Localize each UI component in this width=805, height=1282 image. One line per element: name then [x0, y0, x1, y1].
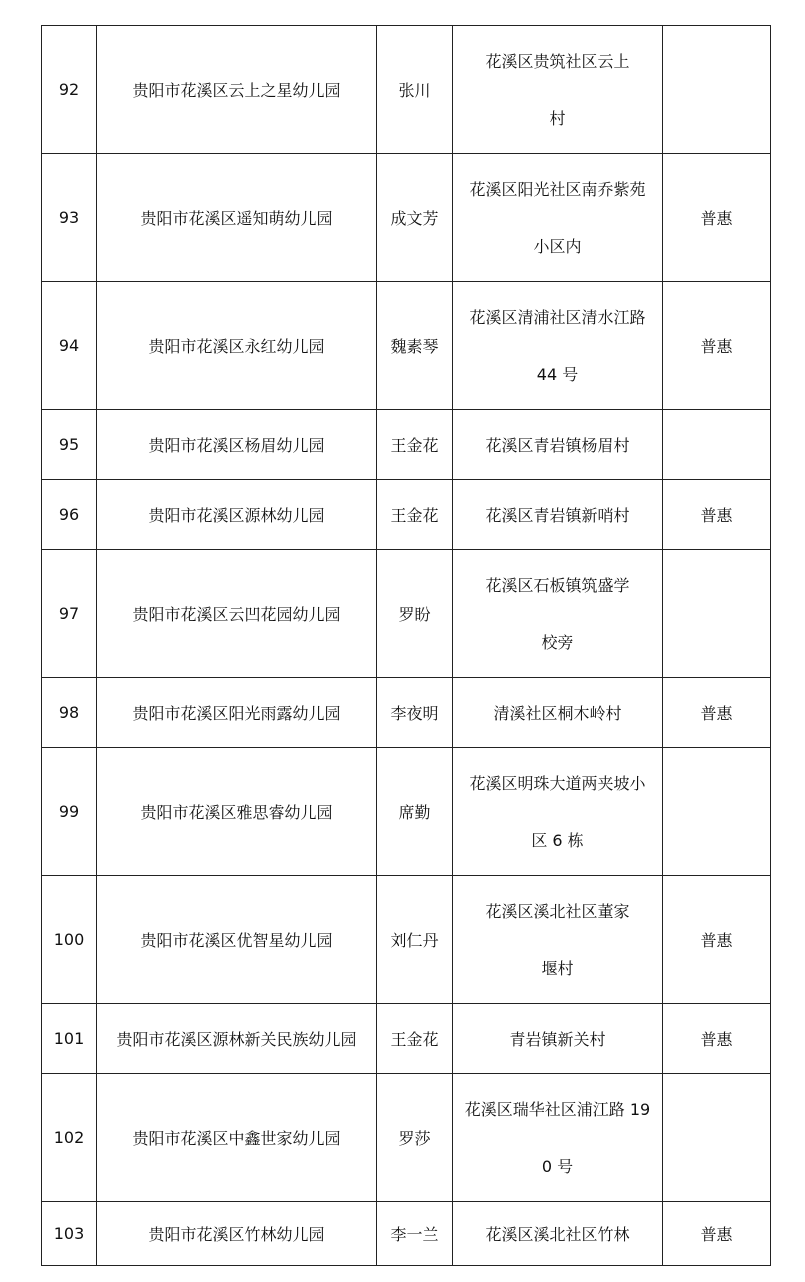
- kindergarten-name: 贵阳市花溪区竹林幼儿园: [97, 1202, 377, 1266]
- kindergarten-name: 贵阳市花溪区阳光雨露幼儿园: [97, 678, 377, 748]
- row-number: 95: [42, 410, 97, 480]
- table-row: [42, 154, 771, 282]
- table-row: [42, 480, 771, 550]
- kindergarten-name: 贵阳市花溪区雅思睿幼儿园: [97, 748, 377, 876]
- address-line-1: 花溪区贵筑社区云上: [485, 51, 630, 71]
- row-number: 99: [42, 748, 97, 876]
- kindergarten-type: [663, 26, 771, 154]
- kindergarten-name: 贵阳市花溪区遥知萌幼儿园: [97, 154, 377, 282]
- address-line-2: 区 6 栋: [531, 830, 584, 850]
- row-number: 103: [42, 1202, 97, 1266]
- address-line-2: 小区内: [533, 236, 582, 256]
- contact-person: 王金花: [377, 1004, 453, 1074]
- address-line-1: 花溪区明珠大道两夹坡小: [469, 773, 646, 793]
- contact-person: 张川: [377, 26, 453, 154]
- table-row: [42, 1202, 771, 1266]
- kindergarten-type: [663, 550, 771, 678]
- address: 青岩镇新关村: [453, 1004, 663, 1074]
- address: 花溪区青岩镇新哨村: [453, 480, 663, 550]
- address-line-1: 花溪区石板镇筑盛学: [485, 575, 630, 595]
- table-row: [42, 282, 771, 410]
- table-row: [42, 678, 771, 748]
- kindergarten-type: [663, 410, 771, 480]
- kindergarten-type: 普惠: [663, 480, 771, 550]
- kindergarten-name: 贵阳市花溪区杨眉幼儿园: [97, 410, 377, 480]
- address: 花溪区青岩镇杨眉村: [453, 410, 663, 480]
- address: [453, 26, 663, 154]
- address: 花溪区溪北社区竹林: [453, 1202, 663, 1266]
- address: [453, 550, 663, 678]
- contact-person: 成文芳: [377, 154, 453, 282]
- contact-person: 席勤: [377, 748, 453, 876]
- kindergarten-type: 普惠: [663, 1004, 771, 1074]
- contact-person: 李一兰: [377, 1202, 453, 1266]
- address-line-1: 花溪区瑞华社区浦江路 19: [464, 1099, 651, 1119]
- table-row: [42, 410, 771, 480]
- row-number: 102: [42, 1074, 97, 1202]
- address-line-2: 校旁: [541, 632, 574, 652]
- kindergarten-name: 贵阳市花溪区云上之星幼儿园: [97, 26, 377, 154]
- contact-person: 刘仁丹: [377, 876, 453, 1004]
- table-row: [42, 876, 771, 1004]
- address-line-1: 花溪区清浦社区清水江路: [469, 307, 646, 327]
- kindergarten-type: 普惠: [663, 154, 771, 282]
- address: [453, 1074, 663, 1202]
- address-line-1: 花溪区阳光社区南乔紫苑: [469, 179, 646, 199]
- kindergarten-type: 普惠: [663, 678, 771, 748]
- row-number: 94: [42, 282, 97, 410]
- table-row: [42, 550, 771, 678]
- kindergarten-table: [41, 25, 771, 1266]
- contact-person: 魏素琴: [377, 282, 453, 410]
- kindergarten-type: [663, 1074, 771, 1202]
- address: [453, 748, 663, 876]
- kindergarten-type: 普惠: [663, 282, 771, 410]
- table-row: [42, 1004, 771, 1074]
- address: [453, 154, 663, 282]
- kindergarten-name: 贵阳市花溪区云凹花园幼儿园: [97, 550, 377, 678]
- address: 清溪社区桐木岭村: [453, 678, 663, 748]
- contact-person: 王金花: [377, 480, 453, 550]
- kindergarten-name: 贵阳市花溪区永红幼儿园: [97, 282, 377, 410]
- kindergarten-name: 贵阳市花溪区源林新关民族幼儿园: [97, 1004, 377, 1074]
- kindergarten-type: [663, 748, 771, 876]
- address: [453, 876, 663, 1004]
- kindergarten-type: 普惠: [663, 876, 771, 1004]
- address-line-2: 44 号: [536, 364, 579, 384]
- address-line-2: 村: [549, 108, 566, 128]
- contact-person: 罗盼: [377, 550, 453, 678]
- kindergarten-type: 普惠: [663, 1202, 771, 1266]
- row-number: 100: [42, 876, 97, 1004]
- row-number: 97: [42, 550, 97, 678]
- contact-person: 李夜明: [377, 678, 453, 748]
- contact-person: 王金花: [377, 410, 453, 480]
- address: [453, 282, 663, 410]
- address-line-2: 堰村: [541, 958, 574, 978]
- kindergarten-name: 贵阳市花溪区优智星幼儿园: [97, 876, 377, 1004]
- address-line-2: 0 号: [541, 1156, 574, 1176]
- kindergarten-name: 贵阳市花溪区中鑫世家幼儿园: [97, 1074, 377, 1202]
- row-number: 93: [42, 154, 97, 282]
- address-line-1: 花溪区溪北社区董家: [485, 901, 630, 921]
- kindergarten-name: 贵阳市花溪区源林幼儿园: [97, 480, 377, 550]
- row-number: 101: [42, 1004, 97, 1074]
- row-number: 96: [42, 480, 97, 550]
- table-row: [42, 1074, 771, 1202]
- row-number: 92: [42, 26, 97, 154]
- row-number: 98: [42, 678, 97, 748]
- table-row: [42, 748, 771, 876]
- table-row: [42, 26, 771, 154]
- contact-person: 罗莎: [377, 1074, 453, 1202]
